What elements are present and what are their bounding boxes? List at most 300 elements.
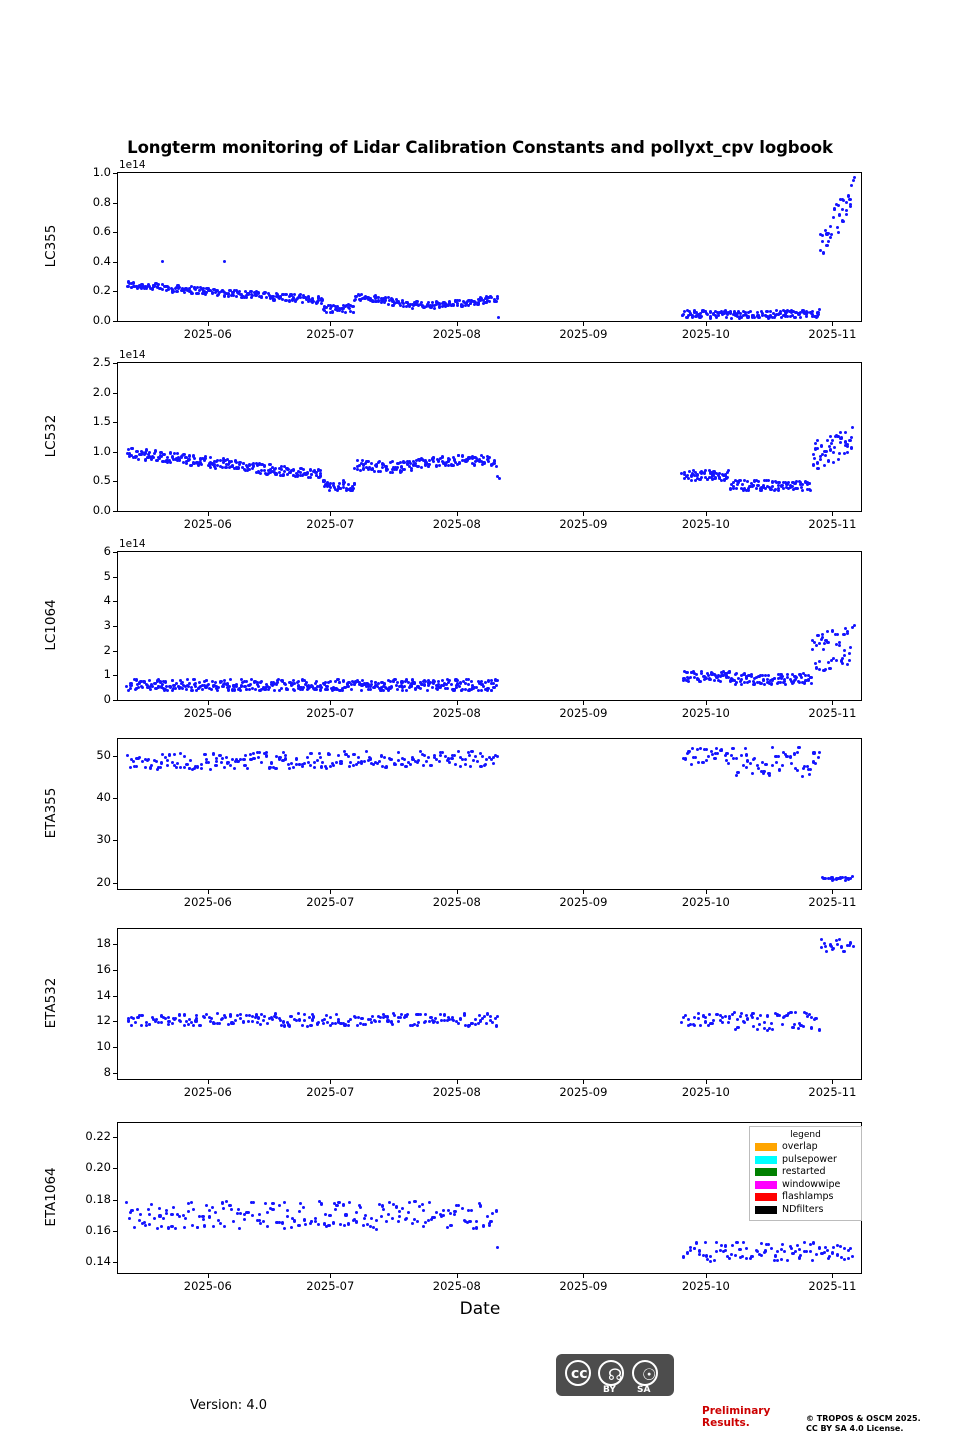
data-point [450, 683, 453, 686]
data-point [209, 768, 212, 771]
data-point [232, 1022, 235, 1025]
data-point [810, 682, 813, 685]
data-point [370, 1217, 373, 1220]
data-point [266, 1211, 269, 1214]
x-tick-label: 2025-07 [306, 706, 355, 720]
data-point [337, 1201, 340, 1204]
y-axis-label-ETA1064: ETA1064 [43, 1167, 59, 1227]
x-tick-mark [208, 701, 209, 705]
y-axis-label-LC532: LC532 [43, 414, 59, 458]
data-point [778, 1014, 781, 1017]
data-point [794, 316, 797, 319]
data-point [724, 1249, 727, 1252]
data-point [148, 1023, 151, 1026]
x-tick-mark [583, 322, 584, 326]
data-point [771, 746, 774, 749]
data-point [160, 761, 163, 764]
data-point [749, 762, 752, 765]
data-point [470, 750, 473, 753]
data-point [764, 763, 767, 766]
data-point [748, 680, 751, 683]
data-point [335, 1013, 338, 1016]
y-tick-mark [113, 601, 117, 602]
data-point [800, 676, 803, 679]
data-point [222, 1207, 225, 1210]
data-point [178, 1215, 181, 1218]
y-tick-label: 1.0 [92, 165, 111, 179]
y-tick-mark [113, 173, 117, 174]
data-point [201, 1215, 204, 1218]
x-tick-mark [706, 322, 707, 326]
data-point [713, 679, 716, 682]
data-point [185, 462, 188, 465]
data-point [140, 685, 143, 688]
data-point [233, 688, 236, 691]
y-tick-label: 14 [96, 987, 111, 1002]
data-point [775, 761, 778, 764]
data-point [789, 755, 792, 758]
data-point [818, 668, 821, 671]
data-point [434, 1017, 437, 1020]
data-point [228, 685, 231, 688]
data-point [235, 295, 238, 298]
data-point [689, 676, 692, 679]
x-tick-mark [583, 512, 584, 516]
data-point [826, 244, 829, 247]
y-tick-mark [113, 944, 117, 945]
x-tick-label: 2025-11 [808, 895, 857, 909]
data-point [357, 756, 360, 759]
data-point [742, 1241, 745, 1244]
data-point [214, 764, 217, 767]
data-point [286, 1215, 289, 1218]
data-point [721, 1021, 724, 1024]
x-tick-label: 2025-07 [306, 517, 355, 531]
data-point [391, 460, 394, 463]
x-tick-mark [706, 1274, 707, 1278]
data-point [139, 1213, 142, 1216]
data-point [780, 1258, 783, 1261]
data-point [838, 644, 841, 647]
data-point [701, 761, 704, 764]
data-point [360, 689, 363, 692]
data-point [134, 1021, 137, 1024]
copyright-line-1: © TROPOS & OSCM 2025. [806, 1414, 921, 1423]
data-point [153, 1217, 156, 1220]
data-point [482, 456, 485, 459]
data-point [334, 1208, 337, 1211]
data-point [223, 260, 226, 263]
data-point [401, 689, 404, 692]
data-point [803, 1241, 806, 1244]
y-tick-mark [113, 481, 117, 482]
data-point [130, 684, 133, 687]
x-tick-mark [330, 512, 331, 516]
data-point [728, 670, 731, 673]
data-point [812, 751, 815, 754]
data-point [837, 231, 840, 234]
legend-item-windowwipe [755, 1179, 856, 1192]
data-point [371, 1015, 374, 1018]
data-point [141, 1014, 144, 1017]
x-tick-label: 2025-11 [808, 517, 857, 531]
data-point [403, 685, 406, 688]
x-tick-label: 2025-11 [808, 1085, 857, 1099]
data-point [691, 314, 694, 317]
data-point [167, 1023, 170, 1026]
data-point [824, 454, 827, 457]
data-point [280, 687, 283, 690]
data-point [468, 1220, 471, 1223]
legend-item-label: pulsepower [782, 1153, 837, 1165]
data-point [838, 938, 841, 941]
data-point [370, 462, 373, 465]
data-point [347, 483, 350, 486]
legend-swatch-icon [755, 1193, 777, 1201]
data-point [734, 1254, 737, 1257]
data-point [477, 302, 480, 305]
data-point [810, 1026, 813, 1029]
data-point [464, 763, 467, 766]
data-point [286, 1209, 289, 1212]
data-point [776, 1250, 779, 1253]
data-point [790, 1247, 793, 1250]
data-point [259, 1023, 262, 1026]
x-tick-label: 2025-11 [808, 1279, 857, 1293]
data-point [848, 198, 851, 201]
data-point [451, 464, 454, 467]
data-point [849, 646, 852, 649]
data-point [829, 236, 832, 239]
data-point [176, 452, 179, 455]
data-point [203, 1016, 206, 1019]
data-point [192, 1208, 195, 1211]
data-point [755, 487, 758, 490]
data-point [703, 471, 706, 474]
x-tick-mark [832, 1274, 833, 1278]
data-point [848, 652, 851, 655]
data-point [339, 1223, 342, 1226]
data-point [235, 683, 238, 686]
data-point [441, 751, 444, 754]
data-point [247, 1211, 250, 1214]
data-point [433, 754, 436, 757]
data-point [818, 1246, 821, 1249]
data-point [150, 764, 153, 767]
data-point [770, 1247, 773, 1250]
y-tick-label: 0 [103, 692, 111, 706]
x-tick-label: 2025-07 [306, 895, 355, 909]
data-point [229, 678, 232, 681]
data-point [843, 649, 846, 652]
data-point [329, 680, 332, 683]
data-point [841, 208, 844, 211]
data-point [781, 1023, 784, 1026]
legend-swatch-icon [755, 1143, 777, 1151]
data-point [364, 1214, 367, 1217]
x-tick-label: 2025-08 [432, 706, 481, 720]
x-tick-label: 2025-06 [183, 706, 232, 720]
data-point [253, 757, 256, 760]
data-point [397, 751, 400, 754]
data-point [344, 311, 347, 314]
data-point [229, 764, 232, 767]
data-point [828, 1255, 831, 1258]
data-point [826, 439, 829, 442]
legend-item-label: restarted [782, 1166, 826, 1178]
x-tick-mark [330, 890, 331, 894]
data-point [350, 688, 353, 691]
data-point [801, 489, 804, 492]
x-tick-label: 2025-09 [559, 895, 608, 909]
data-point [398, 1215, 401, 1218]
data-point [161, 288, 164, 291]
data-point [797, 746, 800, 749]
data-point [403, 468, 406, 471]
data-point [833, 446, 836, 449]
data-point [137, 458, 140, 461]
data-point [741, 483, 744, 486]
data-point [493, 459, 496, 462]
data-point [727, 1021, 730, 1024]
data-point [347, 1222, 350, 1225]
y-tick-mark [113, 1137, 117, 1138]
data-point [162, 453, 165, 456]
data-point [214, 1211, 217, 1214]
data-point [304, 1223, 307, 1226]
data-point [403, 758, 406, 761]
data-point [449, 1224, 452, 1227]
data-point [413, 682, 416, 685]
data-point [760, 488, 763, 491]
data-point [496, 297, 499, 300]
data-point [263, 464, 266, 467]
data-point [264, 1202, 267, 1205]
x-tick-label: 2025-09 [559, 1279, 608, 1293]
data-point [166, 764, 169, 767]
data-point [262, 1220, 265, 1223]
version-label: Version: 4.0 [190, 1398, 267, 1413]
data-point [700, 476, 703, 479]
data-point [290, 1226, 293, 1229]
y-tick-label: 2.0 [92, 384, 111, 399]
data-point [395, 1205, 398, 1208]
y-tick-mark [113, 1047, 117, 1048]
data-point [479, 1019, 482, 1022]
data-point [845, 201, 848, 204]
data-point [174, 1227, 177, 1230]
data-point [495, 465, 498, 468]
data-point [756, 1017, 759, 1020]
data-point [459, 765, 462, 768]
y-tick-label: 2 [103, 642, 111, 657]
data-point [406, 1013, 409, 1016]
data-point [130, 1024, 133, 1027]
data-point [337, 754, 340, 757]
data-point [751, 1016, 754, 1019]
data-point [207, 683, 210, 686]
data-point [747, 315, 750, 318]
legend-item-label: flashlamps [782, 1191, 834, 1203]
data-point [204, 455, 207, 458]
y-tick-mark [113, 756, 117, 757]
data-point [822, 251, 825, 254]
data-point [808, 773, 811, 776]
data-point [179, 1020, 182, 1023]
data-point [827, 240, 830, 243]
data-point [138, 756, 141, 759]
data-point [845, 209, 848, 212]
plot-area-LC355 [118, 173, 861, 321]
data-point [784, 683, 787, 686]
data-point [251, 1214, 254, 1217]
data-point [218, 1022, 221, 1025]
data-point [693, 1024, 696, 1027]
x-tick-mark [330, 322, 331, 326]
data-point [767, 772, 770, 775]
data-point [474, 1018, 477, 1021]
y-tick-mark [113, 393, 117, 394]
data-point [225, 1200, 228, 1203]
y-tick-mark [113, 203, 117, 204]
data-point [262, 1019, 265, 1022]
data-point [821, 240, 824, 243]
y-tick-label: 1.0 [92, 443, 111, 458]
data-point [398, 1210, 401, 1213]
data-point [736, 771, 739, 774]
data-point [311, 1018, 314, 1021]
data-point [283, 1201, 286, 1204]
data-point [373, 470, 376, 473]
data-point [216, 1012, 219, 1015]
data-point [685, 316, 688, 319]
data-point [760, 1254, 763, 1257]
data-point [496, 1015, 499, 1018]
data-point [479, 1204, 482, 1207]
data-point [727, 762, 730, 765]
data-point [165, 1212, 168, 1215]
data-point [332, 1221, 335, 1224]
data-point [160, 1225, 163, 1228]
data-point [396, 681, 399, 684]
data-point [490, 689, 493, 692]
data-point [829, 225, 832, 228]
x-tick-mark [457, 512, 458, 516]
data-point [363, 1217, 366, 1220]
data-point [771, 764, 774, 767]
data-point [175, 766, 178, 769]
data-point [407, 1211, 410, 1214]
data-point [719, 680, 722, 683]
x-tick-label: 2025-10 [681, 706, 730, 720]
data-point [425, 760, 428, 763]
data-point [695, 1241, 698, 1244]
data-point [352, 311, 355, 314]
data-point [470, 1209, 473, 1212]
data-point [432, 460, 435, 463]
data-point [711, 1022, 714, 1025]
legend-item-restarted [755, 1166, 856, 1179]
data-point [492, 762, 495, 765]
data-point [680, 1021, 683, 1024]
data-point [379, 470, 382, 473]
data-point [217, 686, 220, 689]
data-point [352, 487, 355, 490]
data-point [189, 759, 192, 762]
data-point [292, 468, 295, 471]
x-tick-mark [330, 1274, 331, 1278]
data-point [697, 1012, 700, 1015]
data-point [388, 1201, 391, 1204]
data-point [469, 765, 472, 768]
data-point [375, 1219, 378, 1222]
y-tick-label: 0.0 [92, 503, 111, 517]
data-point [463, 1012, 466, 1015]
data-point [324, 688, 327, 691]
data-point [342, 1203, 345, 1206]
data-point [838, 213, 841, 216]
y-tick-mark [113, 675, 117, 676]
data-point [822, 648, 825, 651]
data-point [320, 1202, 323, 1205]
y-tick-label: 0.0 [92, 313, 111, 327]
data-point [420, 466, 423, 469]
data-point [278, 1017, 281, 1020]
data-point [375, 463, 378, 466]
data-point [148, 1223, 151, 1226]
data-point [302, 468, 305, 471]
data-point [140, 1024, 143, 1027]
data-point [321, 761, 324, 764]
data-point [221, 757, 224, 760]
x-tick-mark [208, 890, 209, 894]
data-point [709, 1260, 712, 1263]
data-point [318, 752, 321, 755]
data-point [809, 1243, 812, 1246]
data-point [479, 765, 482, 768]
data-point [186, 678, 189, 681]
data-point [719, 749, 722, 752]
data-point [837, 204, 840, 207]
data-point [770, 682, 773, 685]
data-point [369, 757, 372, 760]
data-point [223, 766, 226, 769]
data-point [423, 754, 426, 757]
data-point [497, 316, 500, 319]
y-tick-mark [113, 1073, 117, 1074]
data-point [303, 762, 306, 765]
data-point [821, 234, 824, 237]
data-point [199, 1024, 202, 1027]
data-point [315, 680, 318, 683]
data-point [292, 766, 295, 769]
data-point [770, 1022, 773, 1025]
data-point [694, 756, 697, 759]
data-point [824, 668, 827, 671]
data-point [204, 753, 207, 756]
data-point [335, 1204, 338, 1207]
data-point [166, 689, 169, 692]
data-point [404, 765, 407, 768]
data-point [717, 314, 720, 317]
data-point [391, 1217, 394, 1220]
data-point [758, 1023, 761, 1026]
data-point [239, 1017, 242, 1020]
data-point [794, 1011, 797, 1014]
data-point [687, 1018, 690, 1021]
data-point [459, 1018, 462, 1021]
data-point [752, 1025, 755, 1028]
